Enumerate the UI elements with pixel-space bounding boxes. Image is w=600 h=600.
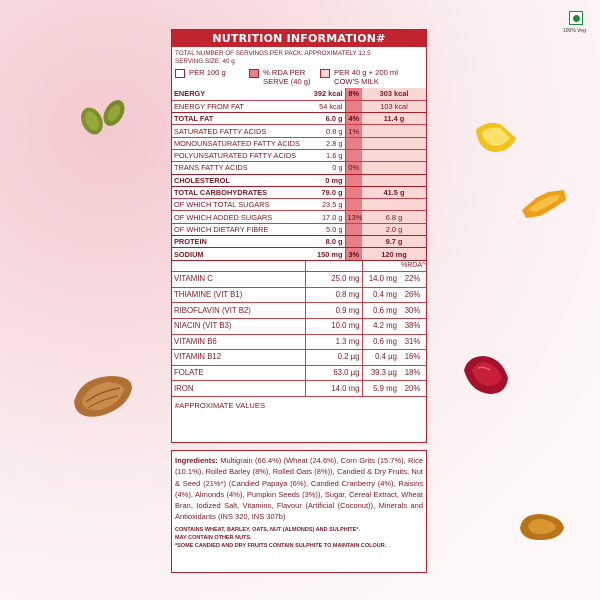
rda-value: 4% <box>345 113 362 125</box>
legend-rda: % RDA PER SERVE (40 g) <box>249 69 320 86</box>
rda-header: %RDA^ <box>399 261 426 272</box>
with-milk-value: 0.6 mg <box>362 303 399 319</box>
nutrient-label: TOTAL CARBOHYDRATES <box>172 186 305 198</box>
with-milk-value: 39.3 µg <box>362 365 399 381</box>
cranberry-icon <box>458 350 514 400</box>
nutrient-row <box>172 100 426 112</box>
vitamin-label: THIAMINE (VIT B1) <box>172 287 305 303</box>
nutrient-row <box>172 199 426 211</box>
nutrient-row <box>172 113 426 125</box>
nutrient-table <box>172 88 426 261</box>
rda-value <box>345 100 362 112</box>
vitamin-row <box>172 272 426 288</box>
almond-icon <box>70 372 136 422</box>
nutrient-label: ENERGY <box>172 88 305 100</box>
nutrient-row <box>172 125 426 137</box>
rda-value <box>345 149 362 161</box>
vitamin-label: IRON <box>172 381 305 397</box>
with-milk-value: 11.4 g <box>362 113 426 125</box>
with-milk-value: 103 kcal <box>362 100 426 112</box>
per-100g-value: 10.0 mg <box>305 318 362 334</box>
with-milk-value: 303 kcal <box>362 88 426 100</box>
per-100g-value: 0.9 mg <box>305 303 362 319</box>
rda-value <box>345 174 362 186</box>
vitamin-row <box>172 365 426 381</box>
rda-value: 38% <box>399 318 426 334</box>
nutrient-row <box>172 149 426 161</box>
vitamin-row <box>172 287 426 303</box>
ingredients-panel <box>171 450 427 573</box>
per-100g-value: 79.0 g <box>305 186 345 198</box>
vitamin-label: VITAMIN C <box>172 272 305 288</box>
nutrition-panel <box>171 29 427 443</box>
with-milk-value: 5.9 mg <box>362 381 399 397</box>
rda-value <box>345 186 362 198</box>
nutrient-label: SODIUM <box>172 248 305 260</box>
per-100g-value: 2.8 g <box>305 137 345 149</box>
with-milk-value: 0.4 µg <box>362 350 399 366</box>
vitamin-row <box>172 334 426 350</box>
vitamin-row <box>172 303 426 319</box>
rda-value: 13% <box>345 211 362 223</box>
nutrient-row <box>172 211 426 223</box>
vitamin-label: FOLATE <box>172 365 305 381</box>
legend-swatch-mid <box>249 69 259 78</box>
per-100g-value: 63.0 µg <box>305 365 362 381</box>
ingredients-heading: Ingredients: <box>175 456 218 465</box>
rda-value: 0% <box>345 162 362 174</box>
approx-note: #APPROXIMATE VALUES <box>175 400 266 410</box>
nutrient-row <box>172 223 426 235</box>
with-milk-value: 9.7 g <box>362 236 426 248</box>
rda-value <box>345 137 362 149</box>
servings-info <box>172 47 426 66</box>
nutrient-row <box>172 162 426 174</box>
ingredients-text: Ingredients: Multigrain (66.4%) (Wheat (24.6%), Corn Grits (15.7%), Rice (10.1%), Rolled Barley (8%), Rolled Oats (8%)), Candied & Dry Fruits, Nut & Seed (21%*) (Candied Papaya (6%), Candied Cranberry (4%), Raisins (4%), Almonds (4%), Pumpkin Seeds (3%)), Sugar, Cereal Extract, Wheat Bran, Iodized Salt, Vitamins, Flavour (Artificial (Coconut)), Minerals and Antioxidants (INS 320, INS 307b) <box>175 456 423 522</box>
per-100g-value: 17.0 g <box>305 211 345 223</box>
nutrient-label: POLYUNSATURATED FATTY ACIDS <box>172 149 305 161</box>
legend-swatch-white <box>175 69 185 78</box>
nutrient-row <box>172 174 426 186</box>
raisin-icon <box>516 510 568 544</box>
nutrient-label: TRANS FATTY ACIDS <box>172 162 305 174</box>
rda-value <box>345 223 362 235</box>
per-100g-value: 25.0 mg <box>305 272 362 288</box>
vitamin-row <box>172 350 426 366</box>
nutrient-row <box>172 88 426 100</box>
candied-papaya-icon <box>518 184 570 224</box>
nutrient-label: OF WHICH DIETARY FIBRE <box>172 223 305 235</box>
with-milk-value: 2.0 g <box>362 223 426 235</box>
veg-label: 100% Veg <box>563 28 586 34</box>
allergen-info: CONTAINS WHEAT, BARLEY, OATS, NUT (ALMONDS) AND SULPHITE*. MAY CONTAIN OTHER NUTS. *SOME CANDIED AND DRY FRUITS CONTAIN SULPHITE TO MAINTAIN COLOUR. <box>175 526 387 549</box>
rda-value: 26% <box>399 287 426 303</box>
panel-title: NUTRITION INFORMATION# <box>172 30 426 47</box>
per-100g-value: 1.3 mg <box>305 334 362 350</box>
vitamin-label: VITAMIN B6 <box>172 334 305 350</box>
rda-value: 16% <box>399 350 426 366</box>
with-milk-value <box>362 199 426 211</box>
with-milk-value: 4.2 mg <box>362 318 399 334</box>
per-100g-value: 150 mg <box>305 248 345 260</box>
with-milk-value: 0.6 mg <box>362 334 399 350</box>
nutrient-row <box>172 248 426 260</box>
vitamin-table <box>172 261 426 397</box>
legend-swatch-light <box>320 69 330 78</box>
per-100g-value: 6.0 g <box>305 113 345 125</box>
per-100g-value: 392 kcal <box>305 88 345 100</box>
per-100g-value: 1.6 g <box>305 149 345 161</box>
nutrient-row <box>172 137 426 149</box>
rda-value <box>345 236 362 248</box>
vitamin-label: NIACIN (VIT B3) <box>172 318 305 334</box>
vitamin-label: RIBOFLAVIN (VIT B2) <box>172 303 305 319</box>
rda-value: 30% <box>399 303 426 319</box>
per-100g-value: 5.0 g <box>305 223 345 235</box>
per-100g-value: 0.2 µg <box>305 350 362 366</box>
rda-value: 31% <box>399 334 426 350</box>
with-milk-value: 41.5 g <box>362 186 426 198</box>
with-milk-value <box>362 162 426 174</box>
per-100g-value: 0.8 g <box>305 125 345 137</box>
nutrient-row <box>172 236 426 248</box>
rda-value <box>345 199 362 211</box>
servings-per-pack: TOTAL NUMBER OF SERVINGS PER PACK: APPROXIMATELY 12.5 <box>175 50 371 57</box>
nutrient-label: OF WHICH ADDED SUGARS <box>172 211 305 223</box>
rda-value: 3% <box>345 248 362 260</box>
with-milk-value <box>362 137 426 149</box>
nutrient-label: TOTAL FAT <box>172 113 305 125</box>
with-milk-value: 0.4 mg <box>362 287 399 303</box>
serving-size: SERVING SIZE: 40 g <box>175 58 235 65</box>
per-100g-value: 54 kcal <box>305 100 345 112</box>
vitamin-row <box>172 318 426 334</box>
vitamin-header-row <box>172 261 426 272</box>
rda-value: 22% <box>399 272 426 288</box>
vitamin-row <box>172 381 426 397</box>
nutrient-label: SATURATED FATTY ACIDS <box>172 125 305 137</box>
with-milk-value <box>362 149 426 161</box>
rda-value: 18% <box>399 365 426 381</box>
legend-with-milk: PER 40 g + 200 ml COW'S MILK <box>320 69 420 86</box>
column-legend <box>172 66 426 88</box>
per-100g-value: 0 g <box>305 162 345 174</box>
veg-symbol-icon <box>569 11 583 25</box>
nutrient-label: OF WHICH TOTAL SUGARS <box>172 199 305 211</box>
rda-value: 20% <box>399 381 426 397</box>
with-milk-value: 14.0 mg <box>362 272 399 288</box>
with-milk-value <box>362 174 426 186</box>
nutrient-label: CHOLESTEROL <box>172 174 305 186</box>
per-100g-value: 0 mg <box>305 174 345 186</box>
with-milk-value: 6.8 g <box>362 211 426 223</box>
with-milk-value: 120 mg <box>362 248 426 260</box>
nutrient-row <box>172 186 426 198</box>
nutrient-label: ENERGY FROM FAT <box>172 100 305 112</box>
rda-value: 8% <box>345 88 362 100</box>
nutrient-label: MONOUNSATURATED FATTY ACIDS <box>172 137 305 149</box>
per-100g-value: 14.0 mg <box>305 381 362 397</box>
nutrient-label: PROTEIN <box>172 236 305 248</box>
with-milk-value <box>362 125 426 137</box>
pumpkin-seeds-icon <box>74 97 132 137</box>
per-100g-value: 0.8 mg <box>305 287 362 303</box>
corn-icon <box>470 118 522 158</box>
rda-value: 1% <box>345 125 362 137</box>
vitamin-label: VITAMIN B12 <box>172 350 305 366</box>
per-100g-value: 23.5 g <box>305 199 345 211</box>
per-100g-value: 8.0 g <box>305 236 345 248</box>
legend-per-100g: PER 100 g <box>175 69 249 86</box>
